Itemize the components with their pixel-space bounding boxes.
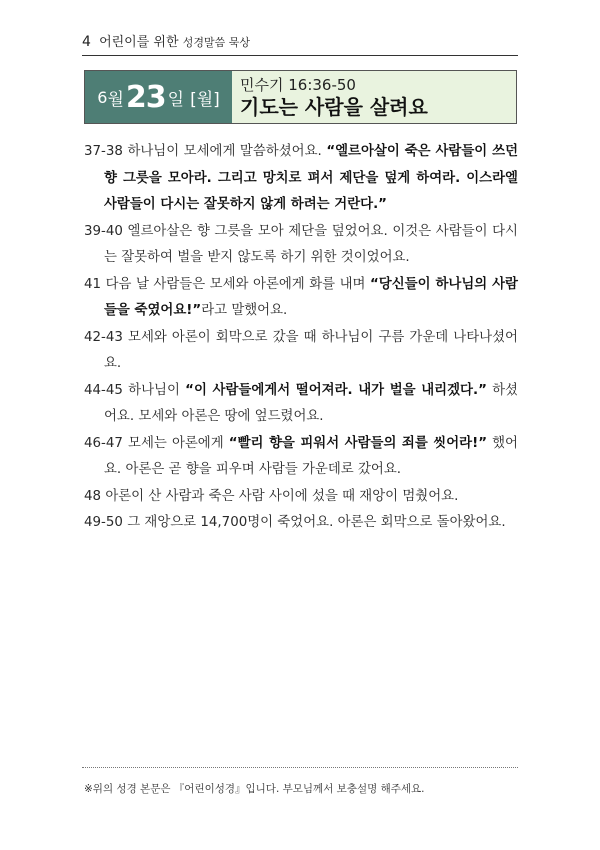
verse-number: 37-38 — [84, 144, 123, 159]
verse-text: 하나님이 — [128, 382, 186, 398]
verse — [84, 484, 518, 511]
footer-divider — [82, 767, 518, 768]
month: 6 — [97, 87, 108, 107]
verse — [84, 139, 518, 219]
scripture-passage — [84, 139, 518, 537]
verse-number: 39-40 — [84, 223, 123, 239]
devotion-title: 기도는 사람을 살려요 — [240, 95, 428, 119]
title-panel — [232, 71, 516, 123]
day: 23 — [125, 79, 166, 115]
verse-number: 48 — [84, 488, 102, 504]
quoted-speech: “당신들이 하나님의 사람들을 죽였어요!” — [104, 276, 518, 318]
verse-text: 하셨어요. 모세와 아론은 땅에 엎드렸어요. — [104, 382, 518, 424]
verse-text: 다음 날 사람들은 모세와 아론에게 화를 내며 — [105, 276, 370, 292]
book-subtitle: 성경말씀 묵상 — [182, 36, 250, 49]
verse-text: 엘르아살은 향 그릇을 모아 제단을 덮었어요. 이것은 사람들이 다시는 잘못하여 벌을 받지 않도록 하기 위한 것이었어요. — [104, 223, 518, 265]
verse-text: 모세와 아론이 회막으로 갔을 때 하나님이 구름 가운데 나타나셨어요. — [104, 329, 518, 371]
day-unit: 일 — [167, 89, 185, 110]
running-header — [82, 31, 250, 50]
verse-text: 라고 말했어요. — [201, 303, 288, 318]
month-unit: 월 — [107, 89, 124, 110]
verse — [84, 378, 518, 431]
book-title: 어린이를 위한 — [99, 35, 179, 50]
quoted-speech: “이 사람들에게서 떨어져라. 내가 벌을 내리겠다.” — [185, 382, 487, 398]
verse-number: 42-43 — [84, 329, 123, 345]
verse — [84, 510, 518, 537]
page-number: 4 — [82, 34, 91, 50]
quoted-speech: “빨리 향을 피워서 사람들의 죄를 씻어라!” — [228, 435, 488, 451]
verse-text: 했어요. 아론은 곧 향을 피우며 사람들 가운데로 갔어요. — [104, 435, 518, 477]
verse-text: 아론이 산 사람과 죽은 사람 사이에 섰을 때 재앙이 멈췄어요. — [105, 488, 459, 504]
verse-text: 모세는 아론에게 — [128, 435, 229, 451]
footer-note: ※위의 성경 본문은 『어린이성경』입니다. 부모님께서 보충설명 해주세요. — [84, 783, 425, 795]
verse-text: 하나님이 모세에게 말씀하셨어요. — [127, 144, 327, 159]
header-divider — [82, 55, 518, 56]
quoted-speech: “엘르아살이 죽은 사람들이 쓰던 향 그릇을 모아라. 그리고 망치로 펴서 제단을 덮게 하여라. 이스라엘 사람들이 다시는 잘못하지 않게 하려는 거란다.” — [104, 144, 519, 212]
verse-text: 그 재앙으로 14,700명이 죽었어요. 아론은 회막으로 돌아왔어요. — [127, 515, 506, 530]
date-block — [85, 71, 232, 123]
verse-number: 46-47 — [84, 435, 123, 451]
verse-number: 49-50 — [84, 515, 123, 530]
devotion-title-box — [84, 70, 517, 124]
verse-number: 44-45 — [84, 382, 123, 398]
verse-number: 41 — [84, 276, 102, 292]
verse — [84, 219, 518, 272]
verse — [84, 272, 518, 325]
scripture-reference: 민수기 16:36-50 — [240, 76, 356, 94]
verse — [84, 431, 518, 484]
weekday: [월] — [190, 89, 220, 110]
verse — [84, 325, 518, 378]
